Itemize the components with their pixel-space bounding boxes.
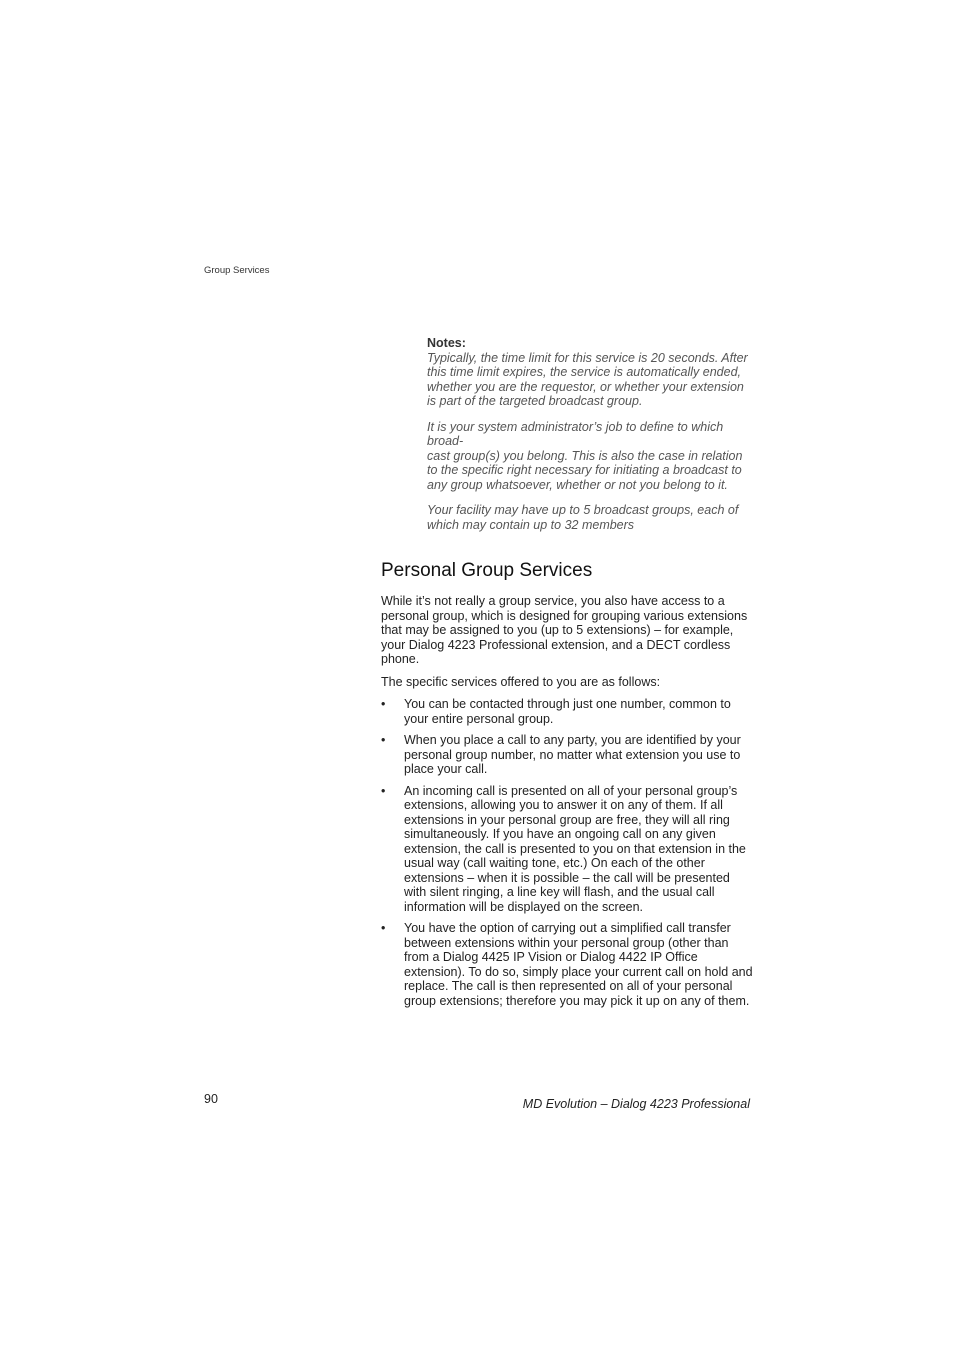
notes-paragraph: Typically, the time limit for this service is 20 seconds. After this time limit expires, the service is automatically ended, whether you are the requestor, or whether your extension is part of the targeted broadcast group. [427, 350, 748, 408]
list-item-text: An incoming call is presented on all of your personal group’s extensions, allowing you to answer it on any of them. If all extensions in your personal group are free, they will all ring simultaneously. If you have an ongoing call on any given extension, the call is presented to you on that extension in the usual way (call waiting tone, etc.) On each of the other extensions – when it is possible – the call will be presented with silent ringing, a line key will flash, and the usual call information will be displayed on the screen. [404, 783, 746, 914]
bullet-icon: • [381, 733, 386, 747]
bullet-icon: • [381, 783, 386, 798]
bullet-icon: • [381, 921, 386, 935]
personal-group-section [381, 560, 753, 1015]
page-number: 90 [204, 1092, 218, 1106]
section-intro: While it’s not really a group service, you also have access to a personal group, which is designed for grouping various extensions that may be assigned to you (up to 5 extensions) – for example, your Dialog 4223 Professional extension, and a DECT cordless phone. [381, 594, 748, 666]
running-head: Group Services [204, 265, 270, 276]
list-item-text: When you place a call to any party, you are identified by your personal group number, no matter what extension you use to place your call. [404, 733, 741, 776]
list-item-text: You can be contacted through just one number, common to your entire personal group. [404, 697, 731, 726]
footer-title: MD Evolution – Dialog 4223 Professional [522, 1097, 750, 1111]
list-item [381, 921, 753, 1008]
list-item [381, 733, 753, 777]
list-item [381, 784, 753, 915]
services-list [381, 697, 753, 1008]
notes-paragraph: It is your system administrator’s job to define to which broad- cast group(s) you belong. This is also the case in relation to the specific right necessary for initiating a broadcast to any group whatsoever, whether or not you belong to it. [427, 419, 743, 492]
notes-paragraph: Your facility may have up to 5 broadcast groups, each of which may contain up to 32 members [427, 503, 739, 532]
notes-box [427, 336, 752, 543]
list-item [381, 697, 753, 726]
bullet-icon: • [381, 697, 386, 711]
section-lead: The specific services offered to you are as follows: [381, 674, 661, 689]
section-heading: Personal Group Services [381, 560, 593, 581]
notes-title: Notes: [427, 336, 466, 350]
list-item-text: You have the option of carrying out a simplified call transfer between extensions within your personal group (other than from a Dialog 4425 IP Vision or Dialog 4422 IP Office extension). To do so, simply place your current call on hold and replace. The call is then represented on all of your personal group extensions; therefore you may pick it up on any of them. [404, 921, 753, 1008]
